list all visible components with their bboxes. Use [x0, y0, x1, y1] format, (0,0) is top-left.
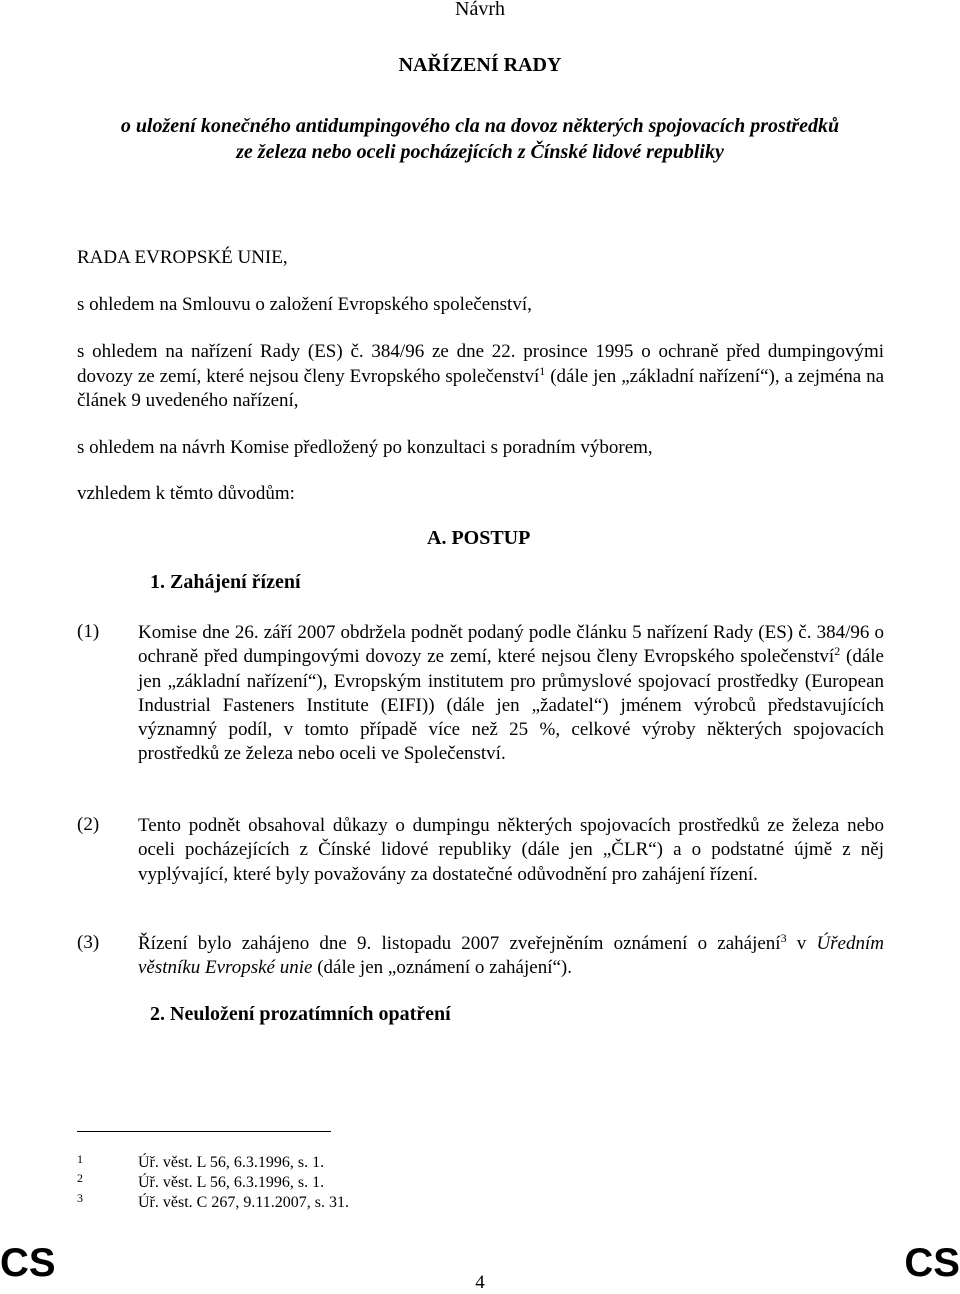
footnote-ref-3[interactable]: 3 — [780, 931, 787, 945]
paragraph-3-text-a: Řízení bylo zahájeno dne 9. listopadu 2007 zveřejněním oznámení o zahájení — [138, 933, 781, 954]
footnote-2-number: 2 — [77, 1171, 83, 1185]
subtitle-line-1: o uložení konečného antidumpingového cla na dovoz některých spojovacích prostředků — [120, 115, 840, 137]
recital-proposal: s ohledem na návrh Komise předložený po konzultaci s poradním výborem, — [77, 437, 653, 458]
footnote-3-number: 3 — [77, 1191, 83, 1205]
footnote-1-text: Úř. věst. L 56, 6.3.1996, s. 1. — [138, 1154, 325, 1171]
subsection-1-heading: 1. Zahájení řízení — [150, 571, 301, 593]
document-title: NAŘÍZENÍ RADY — [398, 54, 562, 76]
section-a-heading: A. POSTUP — [427, 527, 531, 549]
recital-treaty: s ohledem na Smlouvu o založení Evropského společenství, — [77, 294, 532, 315]
paragraph-3-number: (3) — [77, 932, 100, 953]
paragraph-2-text: Tento podnět obsahoval důkazy o dumpingu některých spojovacích prostředků ze železa nebo oceli pocházejících z Čínské lidové republiky (dále jen „ČLR“) a o podstatné újmě z něj vyplývající, které byly považovány za dostatečné odůvodnění pro zahájení řízení. — [138, 815, 884, 885]
footnote-3-text: Úř. věst. C 267, 9.11.2007, s. 31. — [138, 1194, 349, 1211]
recital-basic-regulation-text-b: (dále jen „základní nařízení“), a zejména na článek 9 uvedeného nařízení, — [77, 365, 884, 411]
page-number: 4 — [475, 1272, 485, 1293]
footnote-2-text: Úř. věst. L 56, 6.3.1996, s. 1. — [138, 1174, 325, 1191]
footnote-1-number: 1 — [77, 1152, 83, 1166]
recital-basic-regulation-text-a: s ohledem na nařízení Rady (ES) č. 384/96 ze dne 22. prosince 1995 o ochraně před dumpingovými dovozy ze zemí, které nejsou členy Evropského společenství — [77, 341, 884, 387]
subtitle-line-2: ze železa nebo oceli pocházejících z Čínské lidové republiky — [236, 141, 724, 163]
paragraph-3-journal-title: Úředním věstníku Evropské unie — [138, 933, 884, 979]
footnote-ref-1[interactable]: 1 — [539, 363, 546, 378]
footer-language-left: CS — [0, 1241, 56, 1285]
paragraph-3-text-b: v — [786, 933, 817, 954]
draft-label: Návrh — [455, 0, 505, 20]
footer-language-right: CS — [904, 1241, 960, 1285]
paragraph-2-number: (2) — [77, 814, 100, 835]
paragraph-1-text-b: (dále jen „základní nařízení“), Evropským institutem pro průmyslové spojovací prostředky (European Industrial Fasteners Institute (EIFI)) (dále jen „žadatel“) jménem výrobců představujících významný podíl, v tomto případě více než 25 %, celkové výroby některých spojovacích prostředků ze železa nebo oceli ve Společenství. — [138, 646, 884, 765]
footnote-separator — [77, 1131, 331, 1132]
council-heading: RADA EVROPSKÉ UNIE, — [77, 247, 288, 268]
footnote-ref-2[interactable]: 2 — [834, 644, 841, 659]
paragraph-1-text-a: Komise dne 26. září 2007 obdržela podnět podaný podle článku 5 nařízení Rady (ES) č. 384/96 o ochraně před dumpingovými dovozy ze zemí, které nejsou členy Evropského společenství — [138, 622, 884, 668]
recital-basic-regulation — [77, 340, 884, 414]
subsection-2-heading: 2. Neuložení prozatímních opatření — [150, 1003, 451, 1025]
document-subtitle — [0, 113, 960, 165]
paragraph-3-text — [138, 932, 884, 981]
paragraph-3-text-c: (dále jen „oznámení o zahájení“). — [312, 957, 572, 979]
whereas-line: vzhledem k těmto důvodům: — [77, 483, 295, 504]
paragraph-1-text — [138, 621, 884, 767]
paragraph-1-number: (1) — [77, 621, 100, 642]
